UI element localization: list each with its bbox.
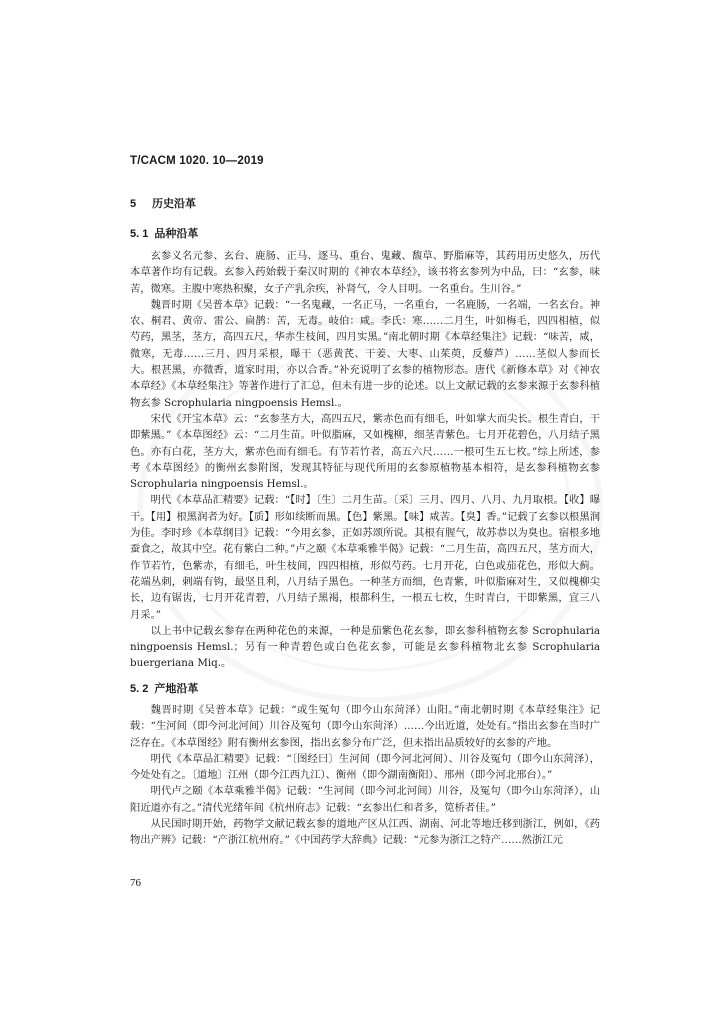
paragraph: 以上书中记载玄参存在两种花色的来源，一种是茄紫色花玄参，即玄参科植物玄参 Scrophularia ningpoensis Hemsl.；另有一种青碧色或白色花玄参，可能是玄参科植物北玄参 Scrophularia buergeriana Miq.。 [130, 624, 600, 670]
page-number: 76 [130, 877, 141, 889]
paragraph: 魏晋时期《吴普本草》记载：“或生冤句（即今山东菏泽）山阳。”南北朝时期《本草经集注》记载：“生河间（即今河北河间）川谷及冤句（即今山东菏泽）……今出近道，处处有。”指出玄参在当时广泛存在。《本草图经》附有衡州玄参图，指出玄参分布广泛，但未指出品质较好的玄参的产地。 [130, 704, 600, 749]
section-5-2-title: 产地沿革 [154, 683, 199, 695]
standard-code: T/CACM 1020. 10—2019 [130, 155, 264, 167]
section-5-1-number: 5. 1 [130, 228, 149, 240]
paragraph: 宋代《开宝本草》云：“玄参茎方大，高四五尺，紫赤色而有细毛，叶如掌大而尖长。根生青白，干即紫黑。”《本草图经》云：“二月生苗。叶似脂麻，又如槐柳，细茎青紫色。七月开花碧色，八月结子黑色。亦有白花，茎方大，紫赤色而有细毛。有节若竹者，高五六尺……一根可生五七枚。”综上所述，参考《本草图经》的衡州玄参附图，发现其特征与现代所用的玄参原植物基本相符，是玄参科植物玄参 Scrophularia ningpoensis Hemsl.。 [130, 412, 600, 491]
section-5-2-number: 5. 2 [130, 683, 149, 695]
section-5-2-heading [130, 680, 198, 696]
section-5-title: 历史沿革 [152, 198, 196, 210]
paragraph: 玄参义名元参、玄台、鹿肠、正马、逐马、重台、鬼藏、馥草、野脂麻等，其药用历史悠久，历代本草著作均有记载。玄参入药始载于秦汉时期的《神农本草经》，该书将玄参列为中品，曰：“玄参，味苦，微寒。主腹中寒热积聚，女子产乳余疾，补肾气，令人目明。一名重台。生川谷。” [130, 250, 600, 295]
section-5-number: 5 [130, 198, 137, 210]
paragraph: 明代《本草品汇精要》记载：“〔图经曰〕生河间（即今河北河间）、川谷及冤句（即今山东菏泽），今处处有之。〔道地〕江州（即今江西九江）、衡州（即今湖南衡阳）、邢州（即今河北邢台）。” [130, 752, 600, 782]
paragraph: 明代《本草品汇精要》记载：“【时】〔生〕二月生苗。〔采〕三月、四月、八月、九月取根。【收】曝干。【用】根黑润者为好。【质】形如续断而黑。【色】紫黑。【味】咸苦。【臭】香。”记载了玄参以根黑润为佳。李时珍《本草纲目》记载：“今用玄参，正如苏颂所说。其根有腥气，故苏恭以为臭也。宿根多地蚕食之，故其中空。花有紫白二种。”卢之颐《本草乘雅半偈》记载：“二月生苗，高四五尺，茎方而大，作节若竹，色紫赤，有细毛，叶生枝间，四四相植，形似芍药。七月开花，白色或茄花色，形似大蓟。花端丛刺，刺端有钩，最坚且利，八月结子黑色。一种茎方而细，色青紫，叶似脂麻对生，又似槐柳尖长，边有锯齿，七月开花青碧，八月结子黑褐，根都科生，一根五七枚，生时青白，干即紫黑，宜三八月采。” [130, 494, 600, 621]
section-5-1-heading [130, 225, 198, 241]
section-5-1-body [130, 248, 600, 672]
paragraph: 明代卢之颐《本草乘雅半偈》记载：“生河间（即今河北河间）川谷，及冤句（即今山东菏泽），山阳近道亦有之。”清代光绪年间《杭州府志》记载：“玄参出仁和者多，笕桥者佳。” [130, 785, 600, 814]
paragraph: 从民国时期开始，药物学文献记载玄参的道地产区从江西、湖南、河北等地迁移到浙江，例如，《药物出产辨》记载：“产浙江杭州府。”《中国药学大辞典》记载：“元参为浙江之特产……然浙江元 [130, 818, 600, 847]
section-5-heading [130, 195, 196, 211]
section-5-2-body [130, 702, 600, 849]
paragraph: 魏晋时期《吴普本草》记载：“一名鬼藏，一名正马，一名重台，一名鹿肠，一名端，一名玄台。神农、桐君、黄帝、雷公、扁鹊：苦，无毒。岐伯：咸。李氏：寒……二月生，叶如梅毛，四四相植，似芍药，黑茎，茎方，高四五尺，华赤生枝间，四月实黑。”南北朝时期《本草经集注》记载：“味苦，咸，微寒，无毒……三月、四月采根，曝干（恶黄芪、干姜、大枣、山茱萸，反藜芦）……茎似人参而长大。根甚黑，亦微香，道家时用，亦以合香。”补充说明了玄参的植物形态。唐代《新修本草》对《神农本草经》《本草经集注》等著作进行了汇总，但未有进一步的论述。以上文献记载的玄参来源于玄参科植物玄参 Scrophularia ningpoensis Hemsl.。 [130, 298, 600, 409]
section-5-1-title: 品种沿革 [154, 228, 199, 240]
